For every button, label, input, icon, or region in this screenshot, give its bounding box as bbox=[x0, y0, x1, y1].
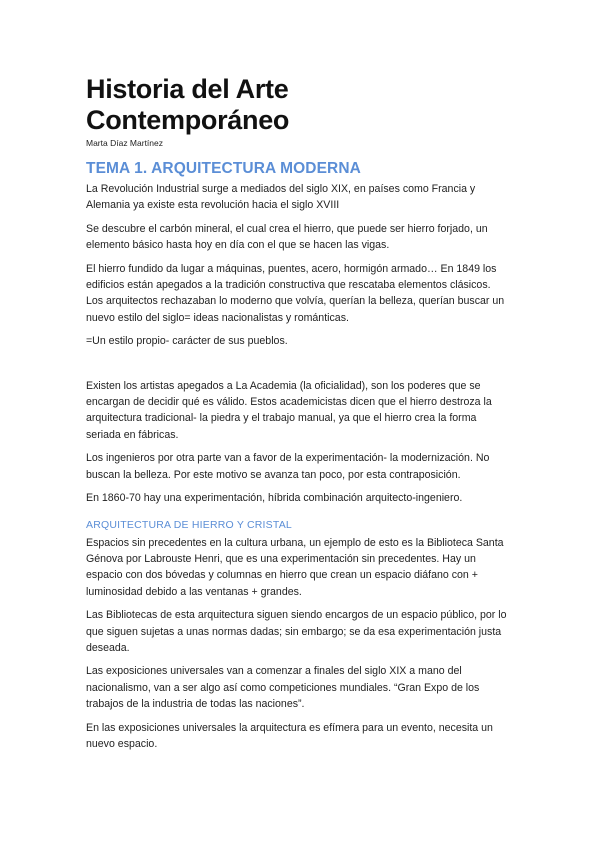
subsection-heading: ARQUITECTURA DE HIERRO Y CRISTAL bbox=[86, 518, 292, 531]
paragraph: Se descubre el carbón mineral, el cual crea el hierro, que puede ser hierro forjado, un elemento básico hasta hoy en día con el que se hacen las vigas. bbox=[86, 222, 488, 252]
paragraph: Los ingenieros por otra parte van a favor de la experimentación- la modernización. No buscan la belleza. Por este motivo se avanza tan poco, por esta contraposición. bbox=[86, 452, 490, 481]
paragraph: La Revolución Industrial surge a mediados del siglo XIX, en países como Francia y Alemania ya existe esta revolución hacia el siglo XVIII bbox=[86, 183, 476, 212]
paragraph: Existen los artistas apegados a La Academia (la oficialidad), son los poderes que se encargan de decidir qué es válido. Estos academicistas dicen que el hierro destroza la arquitectura tradicional- la piedra y el trabajo manual, ya que el hierro crea la forma seriada en fábricas. bbox=[86, 379, 492, 441]
document-title bbox=[86, 74, 510, 136]
title-line-1: Historia del Arte bbox=[86, 74, 289, 104]
paragraph: En las exposiciones universales la arquitectura es efímera para un evento, necesita un nuevo espacio. bbox=[86, 721, 493, 750]
paragraph: =Un estilo propio- carácter de sus pueblos. bbox=[86, 335, 288, 348]
paragraph: El hierro fundido da lugar a máquinas, puentes, acero, hormigón armado… En 1849 los edificios están apegados a la tradición constructiva que rescataba elementos clásicos. Los arquitectos rechazaban lo moderno que volvía, querían la belleza, querían buscar un nuevo estilo del siglo= ideas nacionalistas y románticas. bbox=[86, 262, 505, 324]
paragraph: En 1860-70 hay una experimentación, híbrida combinación arquitecto-ingeniero. bbox=[86, 492, 463, 505]
paragraph: Las Bibliotecas de esta arquitectura siguen siendo encargos de un espacio público, por lo que siguen sujetas a unas normas dadas; sin embargo; se da esa experimentación justa deseada. bbox=[86, 609, 507, 654]
document-body bbox=[86, 74, 510, 759]
title-line-2: Contemporáneo bbox=[86, 105, 290, 135]
paragraph: Espacios sin precedentes en la cultura urbana, un ejemplo de esto es la Biblioteca Santa Génova por Labrouste Henri, que es una experimentación sin precedentes. Hay un espacio con dos bóvedas y columnas en hierro que crean un espacio diáfano con + luminosidad debido a las ventanas + grandes. bbox=[86, 536, 504, 598]
author-name: Marta Díaz Martínez bbox=[86, 138, 163, 148]
section-heading-tema: TEMA 1. ARQUITECTURA MODERNA bbox=[86, 160, 361, 177]
paragraph: Las exposiciones universales van a comenzar a finales del siglo XIX a mano del nacionalismo, van a ser algo así como competiciones mundiales. “Gran Expo de los trabajos de la industria de todas las naciones”. bbox=[86, 665, 480, 711]
